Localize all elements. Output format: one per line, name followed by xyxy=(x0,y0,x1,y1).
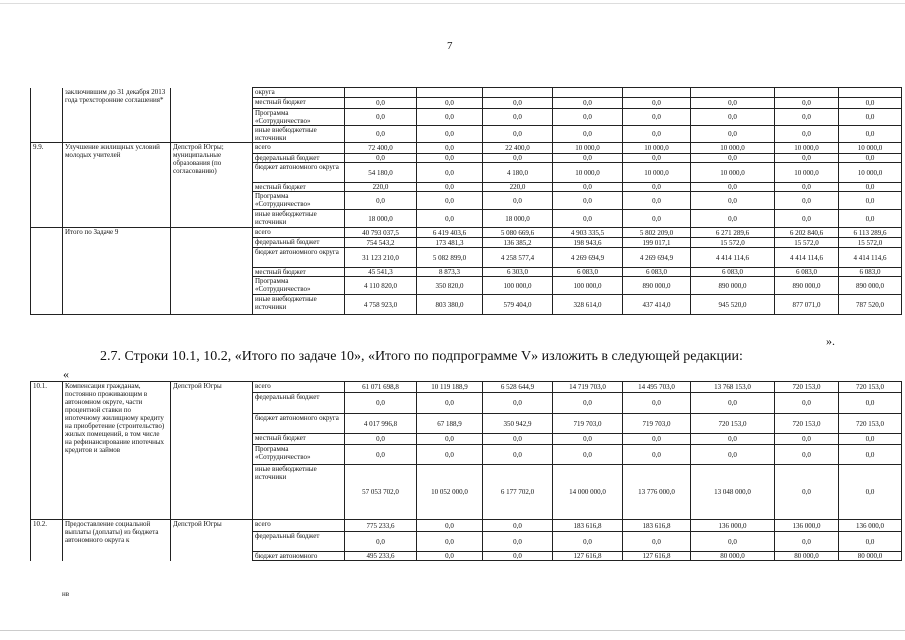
amount-cell: 10 119 188,9 xyxy=(417,382,483,393)
amount-cell: 4 414 114,6 xyxy=(691,248,775,268)
amount-cell: 10 000,0 xyxy=(839,143,902,154)
amount-cell: 14 000 000,0 xyxy=(553,465,623,520)
amount-cell: 0,0 xyxy=(691,183,775,192)
amount-cell: 4 269 694,9 xyxy=(553,248,623,268)
amount-cell: 0,0 xyxy=(553,98,623,109)
amount-cell: 6 113 289,6 xyxy=(839,228,902,238)
amount-cell xyxy=(839,88,902,98)
amount-cell: 6 083,0 xyxy=(775,268,839,277)
amount-cell: 0,0 xyxy=(483,445,553,465)
amount-cell: 8 873,3 xyxy=(417,268,483,277)
amount-cell: 0,0 xyxy=(839,109,902,126)
amount-cell xyxy=(417,88,483,98)
amount-cell: 4 269 694,9 xyxy=(623,248,691,268)
amount-cell: 100 000,0 xyxy=(553,277,623,295)
amount-cell: 0,0 xyxy=(483,154,553,163)
funding-source-cell: всего xyxy=(253,520,345,532)
amount-cell: 10 000,0 xyxy=(691,143,775,154)
funding-source-cell: местный бюджет xyxy=(253,268,345,277)
amount-cell xyxy=(345,88,417,98)
amount-cell: 80 000,0 xyxy=(691,552,775,561)
amount-cell: 220,0 xyxy=(483,183,553,192)
amount-cell: 6 202 840,6 xyxy=(775,228,839,238)
table-row xyxy=(31,88,902,98)
page-number: 7 xyxy=(447,40,453,52)
amount-cell: 0,0 xyxy=(775,465,839,520)
table-row xyxy=(31,228,902,238)
amount-cell: 15 572,0 xyxy=(691,238,775,248)
amount-cell: 5 082 899,0 xyxy=(417,248,483,268)
amount-cell: 0,0 xyxy=(775,183,839,192)
amount-cell: 877 071,0 xyxy=(775,295,839,315)
executor-cell xyxy=(171,88,253,143)
amount-cell: 4 758 923,0 xyxy=(345,295,417,315)
amount-cell: 0,0 xyxy=(775,393,839,414)
amount-cell: 0,0 xyxy=(691,210,775,228)
amount-cell: 0,0 xyxy=(345,154,417,163)
amount-cell: 0,0 xyxy=(417,532,483,552)
amount-cell: 0,0 xyxy=(691,109,775,126)
amount-cell: 13 048 000,0 xyxy=(691,465,775,520)
amount-cell: 6 271 289,6 xyxy=(691,228,775,238)
amount-cell: 0,0 xyxy=(483,393,553,414)
amount-cell xyxy=(483,88,553,98)
amount-cell: 4 414 114,6 xyxy=(775,248,839,268)
amount-cell: 199 017,1 xyxy=(623,238,691,248)
amount-cell: 0,0 xyxy=(345,98,417,109)
table-row xyxy=(31,382,902,393)
amount-cell: 14 495 703,0 xyxy=(623,382,691,393)
funding-source-cell: иные внебюджетные источники xyxy=(253,210,345,228)
amount-cell: 0,0 xyxy=(417,163,483,183)
amount-cell: 0,0 xyxy=(417,109,483,126)
amount-cell: 67 188,9 xyxy=(417,414,483,434)
amount-cell: 10 000,0 xyxy=(775,163,839,183)
section-heading: 2.7. Строки 10.1, 10.2, «Итого по задаче 10», «Итого по подпрограмме V» изложить в следующей редакции: xyxy=(100,349,743,364)
amount-cell: 0,0 xyxy=(345,109,417,126)
amount-cell: 10 000,0 xyxy=(623,163,691,183)
amount-cell: 10 000,0 xyxy=(839,163,902,183)
amount-cell: 0,0 xyxy=(775,154,839,163)
amount-cell: 0,0 xyxy=(691,154,775,163)
amount-cell: 80 000,0 xyxy=(839,552,902,561)
amount-cell: 803 380,0 xyxy=(417,295,483,315)
footnote-mark: нв xyxy=(62,590,70,598)
amount-cell: 0,0 xyxy=(553,445,623,465)
executor-cell: Депстрой Югры; муниципальные образования (по согласованию) xyxy=(171,143,253,228)
amount-cell: 0,0 xyxy=(691,532,775,552)
amount-cell: 495 233,6 xyxy=(345,552,417,561)
amount-cell: 0,0 xyxy=(345,192,417,210)
amount-cell: 183 616,8 xyxy=(623,520,691,532)
amount-cell: 0,0 xyxy=(839,532,902,552)
amount-cell: 775 233,6 xyxy=(345,520,417,532)
amount-cell: 15 572,0 xyxy=(775,238,839,248)
amount-cell: 4 258 577,4 xyxy=(483,248,553,268)
amount-cell: 198 943,6 xyxy=(553,238,623,248)
funding-source-cell: федеральный бюджет xyxy=(253,532,345,552)
amount-cell: 0,0 xyxy=(775,434,839,445)
amount-cell: 0,0 xyxy=(775,445,839,465)
amount-cell: 13 768 153,0 xyxy=(691,382,775,393)
amount-cell: 220,0 xyxy=(345,183,417,192)
funding-source-cell: федеральный бюджет xyxy=(253,154,345,163)
amount-cell: 18 000,0 xyxy=(345,210,417,228)
amount-cell: 45 541,3 xyxy=(345,268,417,277)
amount-cell xyxy=(775,88,839,98)
amount-cell: 754 543,2 xyxy=(345,238,417,248)
amount-cell: 0,0 xyxy=(623,445,691,465)
amount-cell: 0,0 xyxy=(417,126,483,143)
amount-cell: 0,0 xyxy=(623,393,691,414)
amount-cell: 6 419 403,6 xyxy=(417,228,483,238)
amount-cell: 72 400,0 xyxy=(345,143,417,154)
amount-cell: 10 000,0 xyxy=(553,163,623,183)
amount-cell: 0,0 xyxy=(417,98,483,109)
amount-cell: 10 000,0 xyxy=(775,143,839,154)
amount-cell: 0,0 xyxy=(483,192,553,210)
executor-cell: Депстрой Югры xyxy=(171,382,253,520)
amount-cell: 0,0 xyxy=(691,192,775,210)
funding-source-cell: Программа «Сотрудничество» xyxy=(253,277,345,295)
measure-name-cell: Улучшение жилищных условий молодых учителей xyxy=(63,143,171,228)
amount-cell: 890 000,0 xyxy=(623,277,691,295)
amount-cell: 0,0 xyxy=(417,520,483,532)
scan-bottom-edge xyxy=(0,630,905,631)
funding-source-cell: бюджет автономного округа xyxy=(253,248,345,268)
amount-cell: 57 053 702,0 xyxy=(345,465,417,520)
amount-cell: 0,0 xyxy=(839,434,902,445)
amount-cell: 31 123 210,0 xyxy=(345,248,417,268)
amount-cell: 6 083,0 xyxy=(553,268,623,277)
amount-cell: 10 000,0 xyxy=(691,163,775,183)
amount-cell xyxy=(623,88,691,98)
amount-cell: 127 616,8 xyxy=(553,552,623,561)
amount-cell: 0,0 xyxy=(345,434,417,445)
amount-cell: 6 083,0 xyxy=(839,268,902,277)
amount-cell: 0,0 xyxy=(839,393,902,414)
row-number-cell xyxy=(31,228,63,315)
amount-cell: 40 793 037,5 xyxy=(345,228,417,238)
amount-cell: 0,0 xyxy=(553,434,623,445)
amount-cell: 4 414 114,6 xyxy=(839,248,902,268)
funding-source-cell: округа xyxy=(253,88,345,98)
funding-source-cell: всего xyxy=(253,228,345,238)
amount-cell: 720 153,0 xyxy=(775,414,839,434)
amount-cell: 0,0 xyxy=(839,210,902,228)
amount-cell: 22 400,0 xyxy=(483,143,553,154)
amount-cell: 183 616,8 xyxy=(553,520,623,532)
amount-cell: 173 481,3 xyxy=(417,238,483,248)
amount-cell: 0,0 xyxy=(623,154,691,163)
closing-quote: ». xyxy=(826,334,835,348)
amount-cell: 0,0 xyxy=(483,98,553,109)
amount-cell: 0,0 xyxy=(417,445,483,465)
amount-cell: 0,0 xyxy=(839,445,902,465)
amount-cell: 61 071 698,8 xyxy=(345,382,417,393)
amount-cell: 0,0 xyxy=(691,393,775,414)
amount-cell: 0,0 xyxy=(691,98,775,109)
amount-cell: 13 776 000,0 xyxy=(623,465,691,520)
amount-cell: 0,0 xyxy=(483,126,553,143)
funding-source-cell: федеральный бюджет xyxy=(253,238,345,248)
amount-cell: 10 000,0 xyxy=(623,143,691,154)
table-row xyxy=(31,520,902,532)
amount-cell: 6 528 644,9 xyxy=(483,382,553,393)
amount-cell: 720 153,0 xyxy=(839,414,902,434)
amount-cell: 0,0 xyxy=(623,98,691,109)
amount-cell: 0,0 xyxy=(417,552,483,561)
amount-cell: 0,0 xyxy=(839,192,902,210)
funding-source-cell: иные внебюджетные источники xyxy=(253,465,345,520)
amount-cell: 0,0 xyxy=(839,126,902,143)
amount-cell: 787 520,0 xyxy=(839,295,902,315)
funding-source-cell: Программа «Сотрудничество» xyxy=(253,192,345,210)
amount-cell: 719 703,0 xyxy=(623,414,691,434)
amount-cell: 0,0 xyxy=(417,143,483,154)
measure-name-cell: Предоставление социальной выплаты (доплаты) из бюджета автономного округа к xyxy=(63,520,171,561)
amount-cell: 10 052 000,0 xyxy=(417,465,483,520)
row-number-cell xyxy=(31,88,63,143)
amount-cell: 328 614,0 xyxy=(553,295,623,315)
amount-cell: 4 903 335,5 xyxy=(553,228,623,238)
scan-top-edge xyxy=(0,3,905,4)
amount-cell: 0,0 xyxy=(623,192,691,210)
amount-cell: 136 000,0 xyxy=(839,520,902,532)
amount-cell: 0,0 xyxy=(483,520,553,532)
amount-cell: 0,0 xyxy=(775,109,839,126)
amount-cell xyxy=(553,88,623,98)
funding-source-cell: местный бюджет xyxy=(253,98,345,109)
amount-cell: 54 180,0 xyxy=(345,163,417,183)
amount-cell: 0,0 xyxy=(623,183,691,192)
funding-source-cell: бюджет автономного округа xyxy=(253,163,345,183)
funding-source-cell: иные внебюджетные источники xyxy=(253,126,345,143)
amount-cell: 0,0 xyxy=(839,465,902,520)
amount-cell: 0,0 xyxy=(839,183,902,192)
amount-cell: 6 083,0 xyxy=(691,268,775,277)
amount-cell: 0,0 xyxy=(775,192,839,210)
funding-source-cell: всего xyxy=(253,382,345,393)
amount-cell: 0,0 xyxy=(691,434,775,445)
amount-cell: 0,0 xyxy=(623,434,691,445)
amount-cell: 0,0 xyxy=(417,183,483,192)
amount-cell: 0,0 xyxy=(483,532,553,552)
amount-cell: 719 703,0 xyxy=(553,414,623,434)
amount-cell: 0,0 xyxy=(553,210,623,228)
funding-source-cell: иные внебюджетные источники xyxy=(253,295,345,315)
amount-cell: 0,0 xyxy=(553,192,623,210)
executor-cell xyxy=(171,228,253,315)
amount-cell: 0,0 xyxy=(553,109,623,126)
amount-cell: 0,0 xyxy=(553,154,623,163)
amount-cell: 10 000,0 xyxy=(553,143,623,154)
amount-cell: 890 000,0 xyxy=(839,277,902,295)
amount-cell: 0,0 xyxy=(345,445,417,465)
amount-cell: 136 000,0 xyxy=(691,520,775,532)
amount-cell: 0,0 xyxy=(417,192,483,210)
funding-source-cell: местный бюджет xyxy=(253,434,345,445)
amount-cell: 0,0 xyxy=(775,210,839,228)
amount-cell: 0,0 xyxy=(839,154,902,163)
amount-cell: 0,0 xyxy=(483,109,553,126)
amount-cell: 5 080 669,6 xyxy=(483,228,553,238)
funding-source-cell: всего xyxy=(253,143,345,154)
amount-cell: 890 000,0 xyxy=(691,277,775,295)
amount-cell: 6 083,0 xyxy=(623,268,691,277)
amount-cell: 890 000,0 xyxy=(775,277,839,295)
row-number-cell: 10.2. xyxy=(31,520,63,561)
amount-cell: 100 000,0 xyxy=(483,277,553,295)
amount-cell: 136 000,0 xyxy=(775,520,839,532)
amount-cell: 0,0 xyxy=(345,126,417,143)
amount-cell: 0,0 xyxy=(417,210,483,228)
amount-cell: 5 802 209,0 xyxy=(623,228,691,238)
amount-cell: 350 820,0 xyxy=(417,277,483,295)
amount-cell: 0,0 xyxy=(483,552,553,561)
amount-cell: 136 385,2 xyxy=(483,238,553,248)
amount-cell: 80 000,0 xyxy=(775,552,839,561)
funding-source-cell: Программа «Сотрудничество» xyxy=(253,109,345,126)
amount-cell: 0,0 xyxy=(623,109,691,126)
executor-cell: Депстрой Югры xyxy=(171,520,253,561)
funding-source-cell: бюджет автономного xyxy=(253,552,345,561)
amount-cell: 720 153,0 xyxy=(839,382,902,393)
row-number-cell: 10.1. xyxy=(31,382,63,520)
amount-cell: 4 110 820,0 xyxy=(345,277,417,295)
amount-cell: 6 177 702,0 xyxy=(483,465,553,520)
amount-cell: 0,0 xyxy=(691,126,775,143)
amount-cell: 18 000,0 xyxy=(483,210,553,228)
amount-cell: 14 719 703,0 xyxy=(553,382,623,393)
funding-source-cell: федеральный бюджет xyxy=(253,393,345,414)
amount-cell: 0,0 xyxy=(417,154,483,163)
amount-cell: 0,0 xyxy=(483,434,553,445)
budget-table-task-9 xyxy=(30,87,902,315)
amount-cell: 720 153,0 xyxy=(691,414,775,434)
amount-cell: 0,0 xyxy=(775,126,839,143)
amount-cell: 0,0 xyxy=(553,532,623,552)
table-row xyxy=(31,143,902,154)
amount-cell: 0,0 xyxy=(417,434,483,445)
amount-cell: 0,0 xyxy=(417,393,483,414)
amount-cell: 0,0 xyxy=(553,393,623,414)
amount-cell: 0,0 xyxy=(839,98,902,109)
amount-cell: 0,0 xyxy=(775,532,839,552)
funding-source-cell: Программа «Сотрудничество» xyxy=(253,445,345,465)
funding-source-cell: бюджет автономного округа xyxy=(253,414,345,434)
amount-cell: 4 180,0 xyxy=(483,163,553,183)
amount-cell: 0,0 xyxy=(553,183,623,192)
amount-cell: 579 404,0 xyxy=(483,295,553,315)
measure-name-cell: Компенсация гражданам, постоянно проживающим в автономном округе, части процентной ставки по ипотечному жилищному кредиту на приобретение (строительство) жилых помещений, в том числе на рефинансирование ипотечных кредитов и займов xyxy=(63,382,171,520)
amount-cell: 0,0 xyxy=(775,98,839,109)
amount-cell: 350 942,9 xyxy=(483,414,553,434)
amount-cell: 0,0 xyxy=(623,126,691,143)
amount-cell: 0,0 xyxy=(691,445,775,465)
amount-cell: 0,0 xyxy=(553,126,623,143)
budget-table-task-10 xyxy=(30,381,902,561)
amount-cell: 437 414,0 xyxy=(623,295,691,315)
amount-cell: 0,0 xyxy=(623,532,691,552)
amount-cell: 6 303,0 xyxy=(483,268,553,277)
amount-cell: 0,0 xyxy=(345,393,417,414)
amount-cell: 720 153,0 xyxy=(775,382,839,393)
amount-cell: 15 572,0 xyxy=(839,238,902,248)
amount-cell: 945 520,0 xyxy=(691,295,775,315)
amount-cell xyxy=(691,88,775,98)
row-number-cell: 9.9. xyxy=(31,143,63,228)
amount-cell: 4 017 996,8 xyxy=(345,414,417,434)
measure-name-cell: заключившим до 31 декабря 2013 года трехсторонние соглашения* xyxy=(63,88,171,143)
opening-quote: « xyxy=(63,367,69,381)
funding-source-cell: местный бюджет xyxy=(253,183,345,192)
amount-cell: 0,0 xyxy=(345,532,417,552)
measure-name-cell: Итого по Задаче 9 xyxy=(63,228,171,315)
amount-cell: 127 616,8 xyxy=(623,552,691,561)
amount-cell: 0,0 xyxy=(623,210,691,228)
